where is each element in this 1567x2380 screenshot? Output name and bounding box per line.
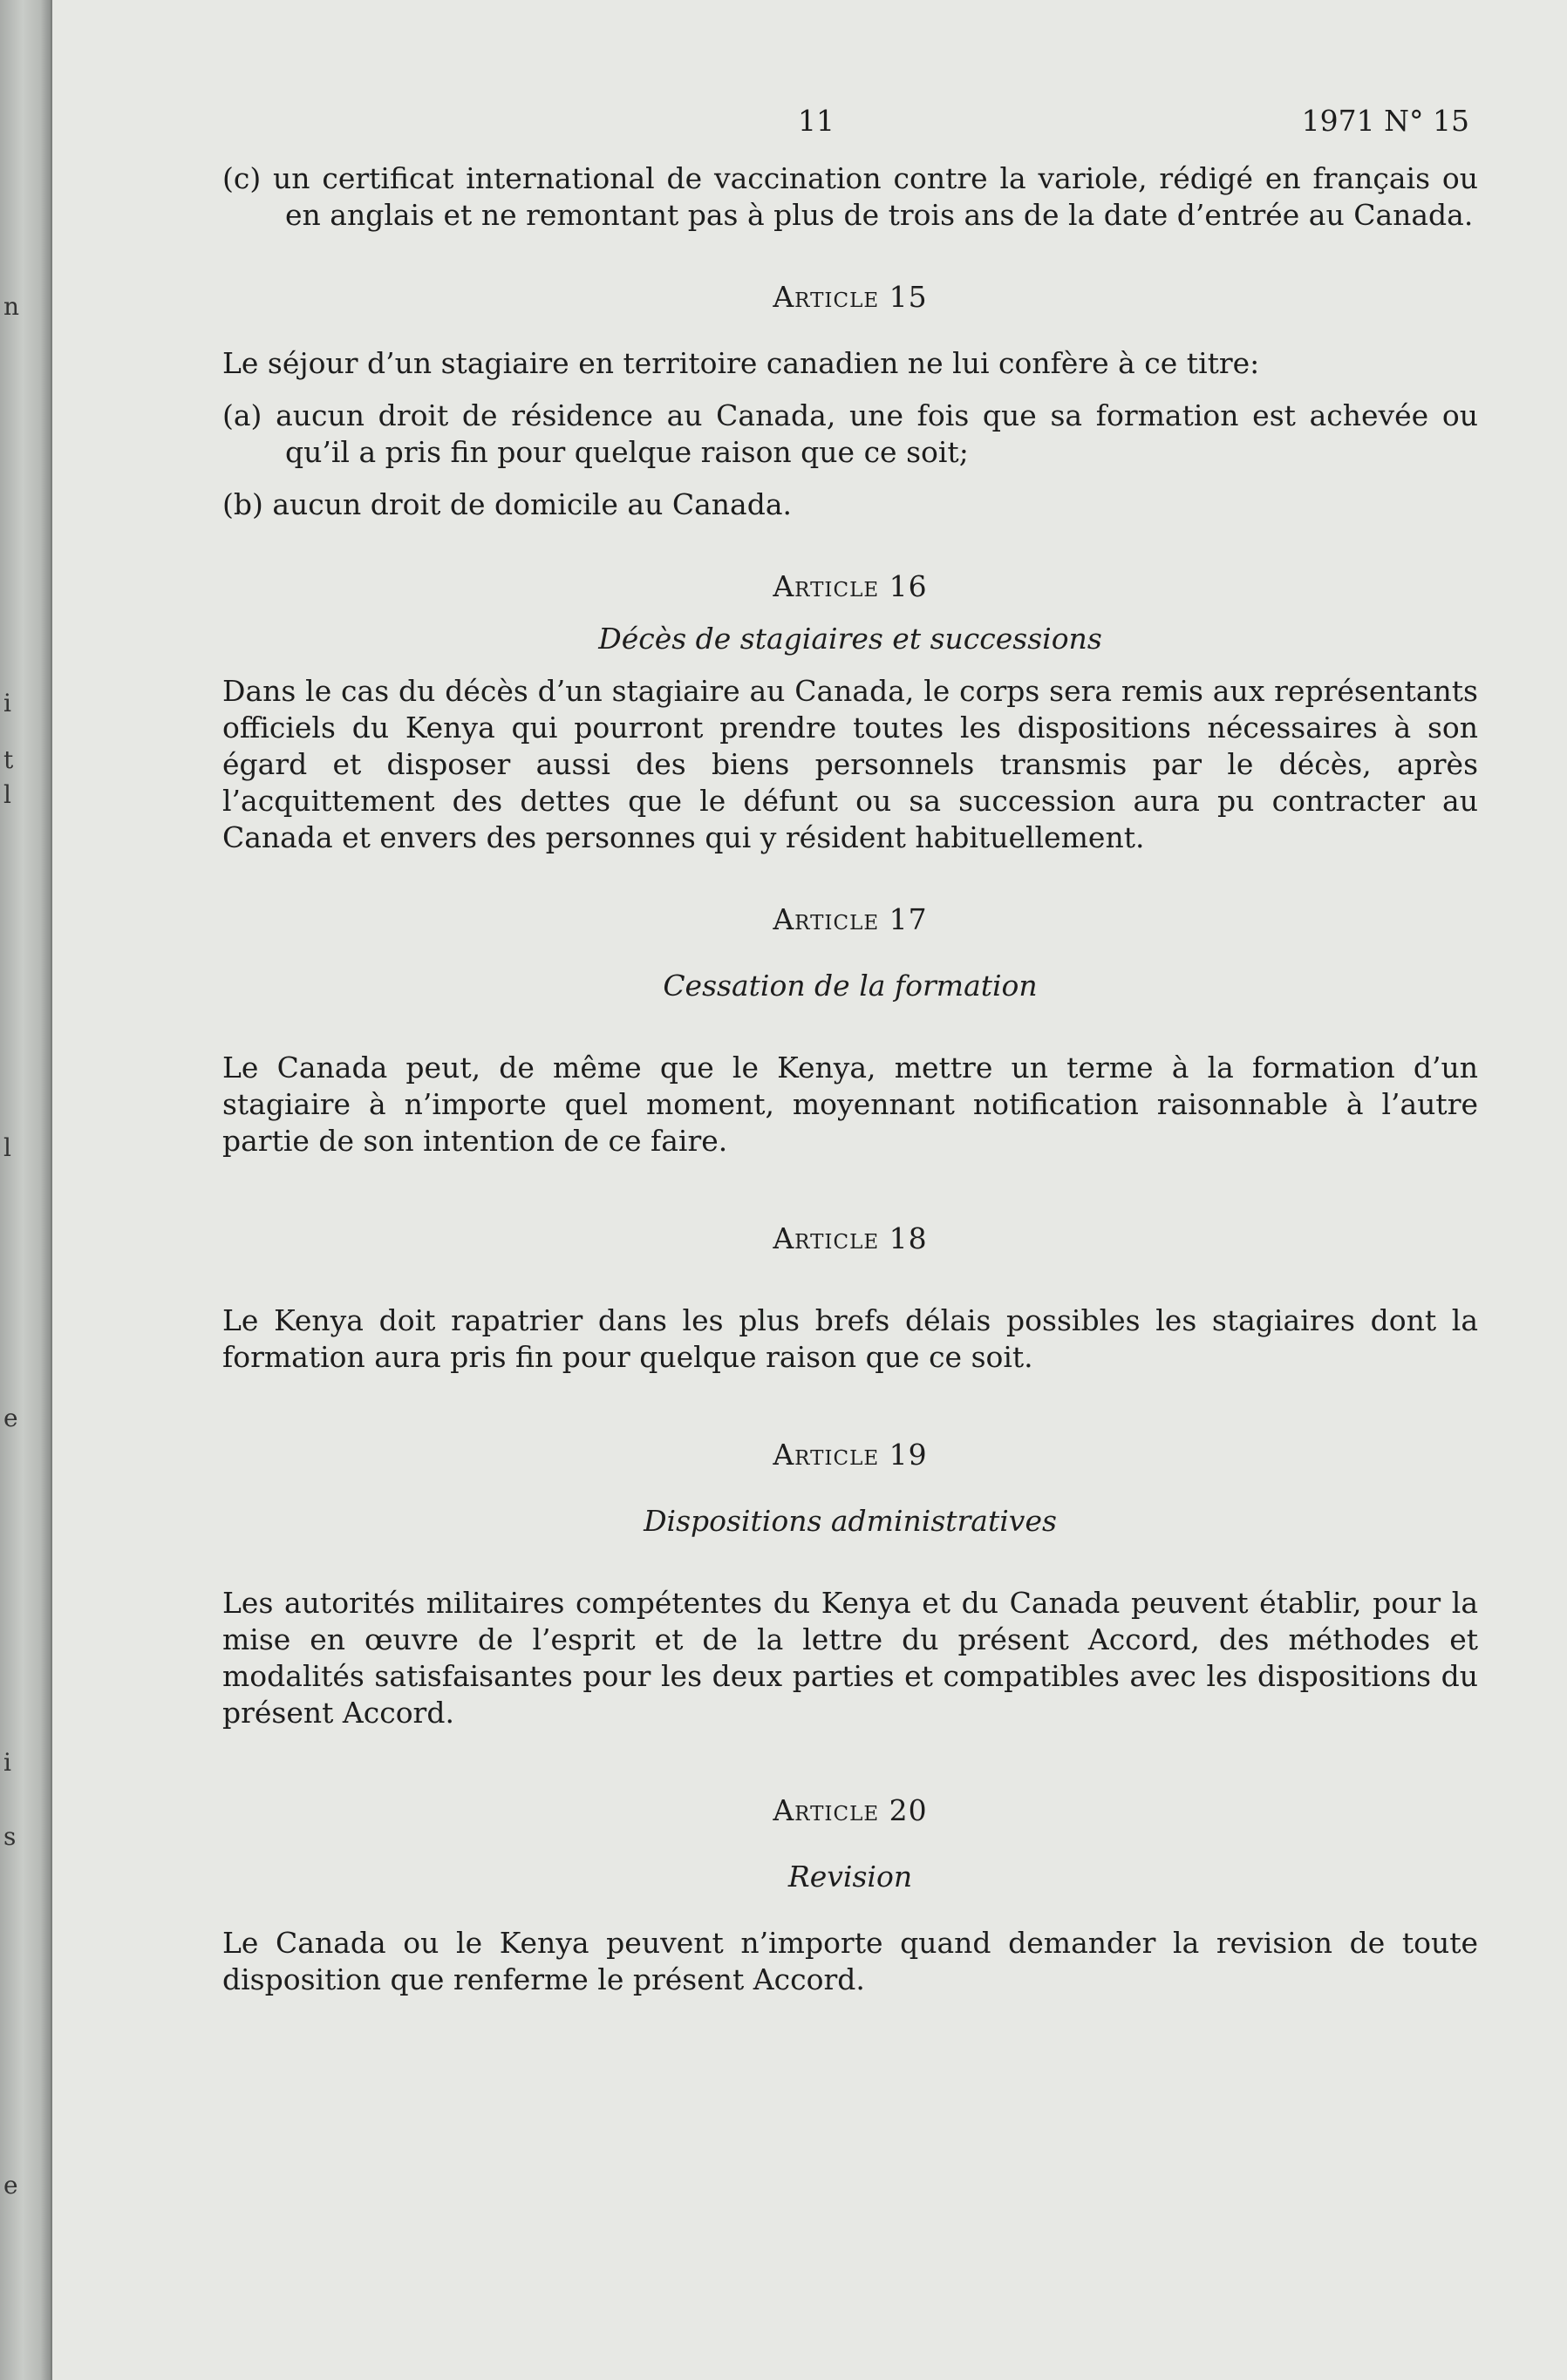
article-16-heading: Article 16 <box>773 569 928 603</box>
list-item-c: (c) un certificat international de vaccination contre la variole, rédigé en français ou en anglais et ne remontant pas à plus de trois ans de la date d’entrée au Canada. <box>222 161 1478 232</box>
margin-mark: e <box>3 1404 18 1432</box>
book-binding-edge <box>0 0 52 2380</box>
document-reference: 1971 N° 15 <box>1301 104 1469 138</box>
article-16-body: Dans le cas du décès d’un stagiaire au Canada, le corps sera remis aux représentants officiels du Kenya qui pourront prendre toutes les dispositions nécessaires à son égard et disposer aussi des biens personnels transmis par le décès, après l’acquittement des dettes que le défunt ou sa succession aura pu contracter au Canada et envers des personnes qui y résident habituellement. <box>222 674 1478 854</box>
article-17-title: Cessation de la formation <box>663 969 1038 1003</box>
margin-mark: e <box>3 2171 18 2200</box>
page-header <box>222 103 1478 145</box>
margin-mark: t <box>3 745 14 774</box>
article-15-heading: Article 15 <box>773 280 928 314</box>
margin-mark: s <box>3 1822 17 1851</box>
page-number: 11 <box>798 104 835 138</box>
article-16-title: Décès de stagiaires et successions <box>598 622 1102 656</box>
article-19-body: Les autorités militaires compétentes du Kenya et du Canada peuvent établir, pour la mise en œuvre de l’esprit et de la lettre du présent Accord, des méthodes et modalités satisfaisantes pour les deux parties et compatibles avec les dispositions du présent Accord. <box>222 1586 1478 1730</box>
page-content <box>222 103 1478 1998</box>
article-17-body: Le Canada peut, de même que le Kenya, mettre un terme à la formation d’un stagiaire à n’importe quel moment, moyennant notification raisonnable à l’autre partie de son intention de ce faire. <box>222 1051 1478 1158</box>
article-20-heading: Article 20 <box>773 1793 928 1827</box>
article-18-body: Le Kenya doit rapatrier dans les plus brefs délais possibles les stagiaires dont la formation aura pris fin pour quelque raison que ce soit. <box>222 1303 1478 1374</box>
document-page <box>52 0 1567 2380</box>
article-15-intro: Le séjour d’un stagiaire en territoire canadien ne lui confère à ce titre: <box>222 346 1260 380</box>
margin-mark: i <box>3 689 11 717</box>
article-15-item-b: (b) aucun droit de domicile au Canada. <box>222 487 792 521</box>
article-19-heading: Article 19 <box>773 1438 928 1472</box>
margin-mark: n <box>3 292 20 321</box>
margin-mark: l <box>3 1133 11 1162</box>
article-17-heading: Article 17 <box>773 902 928 936</box>
article-15-item-a: (a) aucun droit de résidence au Canada, une fois que sa formation est achevée ou qu’il a pris fin pour quelque raison que ce soit; <box>222 398 1478 469</box>
article-20-body: Le Canada ou le Kenya peuvent n’importe quand demander la revision de toute disposition que renferme le présent Accord. <box>222 1926 1478 1996</box>
margin-mark: l <box>3 780 11 809</box>
article-20-title: Revision <box>787 1860 913 1894</box>
article-19-title: Dispositions administratives <box>644 1504 1057 1538</box>
article-18-heading: Article 18 <box>773 1221 928 1255</box>
margin-mark: i <box>3 1748 11 1777</box>
